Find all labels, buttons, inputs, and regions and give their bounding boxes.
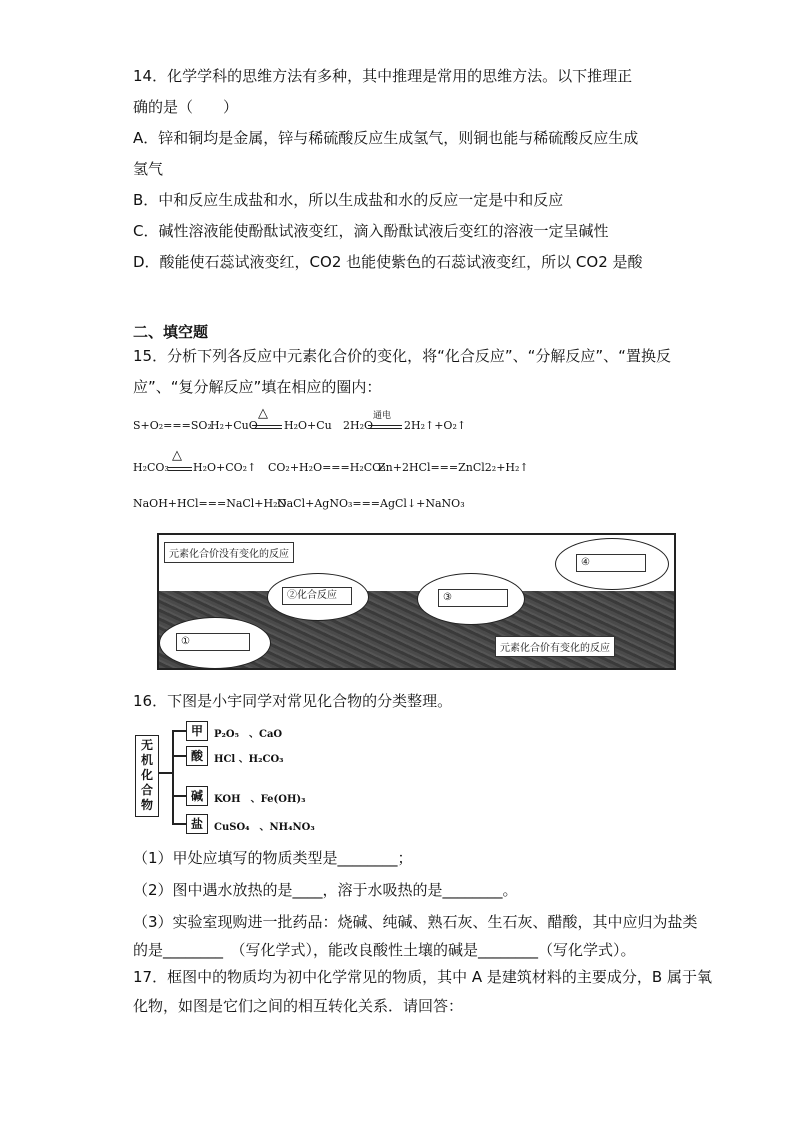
circle-1-box[interactable]: ① — [176, 633, 250, 651]
circle-3 — [417, 573, 525, 625]
tree-branch-acid-items: HCl 、H₂CO₃ — [214, 754, 284, 765]
equation-3-left: 2H₂O — [343, 419, 374, 432]
tree-branch-line — [172, 795, 186, 797]
q14-option-a-line1: A．锌和铜均是金属，锌与稀硫酸反应生成氢气，则铜也能与稀硫酸反应生成 — [133, 129, 639, 147]
circle-4-box[interactable]: ④ — [576, 554, 646, 572]
equation-2-right: H₂O+Cu — [284, 419, 332, 432]
tree-branch-salt: 盐 — [186, 814, 208, 834]
circle-4 — [555, 538, 669, 590]
equation-7: NaOH+HCl===NaCl+H₂O — [133, 497, 287, 510]
q14-stem-line2: 确的是（ ） — [133, 98, 239, 116]
q14-stem-line1: 14．化学学科的思维方法有多种，其中推理是常用的思维方法。以下推理正 — [133, 67, 633, 85]
equation-3-bar — [368, 425, 402, 429]
circle-1 — [159, 617, 271, 669]
q15-stem-line1: 15．分析下列各反应中元素化合价的变化，将“化合反应”、“分解反应”、“置换反 — [133, 347, 671, 365]
equation-2-left: H₂+CuO — [210, 419, 258, 432]
q17-stem-line2: 化物，如图是它们之间的相互转化关系．请回答： — [133, 997, 464, 1015]
tree-branch-jia-items: P₂O₅ 、CaO — [214, 729, 283, 740]
tree-root-char: 化 — [140, 768, 153, 782]
tree-root-char: 无 — [140, 738, 153, 752]
equation-1: S+O₂===SO₂ — [133, 419, 212, 432]
tree-branch-base: 碱 — [186, 786, 208, 806]
tree-root-char: 物 — [140, 798, 153, 812]
equation-4-condition: △ — [172, 448, 182, 463]
tree-branch-salt-items: CuSO₄ 、NH₄NO₃ — [214, 822, 315, 833]
q16-sub3-line1: （3）实验室现购进一批药品：烧碱、纯碱、熟石灰、生石灰、醋酸，其中应归为盐类 — [133, 913, 698, 931]
equation-3-condition: 通电 — [373, 411, 392, 421]
label-no-valence-change: 元素化合价没有变化的反应 — [164, 542, 294, 563]
equation-6: Zn+2HCl===ZnCl2₂+H₂↑ — [378, 461, 529, 474]
tree-branch-base-items: KOH 、Fe(OH)₃ — [214, 794, 306, 805]
q14-option-d: D．酸能使石蕊试液变红，CO2 也能使紫色的石蕊试液变红，所以 CO2 是酸 — [133, 253, 643, 271]
q16-sub1: （1）甲处应填写的物质类型是________； — [133, 849, 413, 867]
q16-sub3-line2: 的是________ （写化学式），能改良酸性土壤的碱是________（写化学式）。 — [133, 941, 636, 959]
q16-stem: 16．下图是小宇同学对常见化合物的分类整理。 — [133, 692, 453, 710]
equation-2-condition: △ — [258, 406, 268, 421]
tree-root-box — [135, 735, 159, 817]
tree-branch-line — [172, 755, 186, 757]
tree-connector — [159, 772, 172, 774]
q17-stem-line1: 17．框图中的物质均为初中化学常见的物质，其中 A 是建筑材料的主要成分，B 属于氧 — [133, 968, 712, 986]
tree-trunk — [172, 730, 174, 824]
equation-4-bar — [168, 467, 192, 471]
q15-stem-line2: 应”、“复分解反应”填在相应的圈内： — [133, 378, 382, 396]
circle-2-box[interactable]: ②化合反应 — [282, 587, 352, 605]
equation-4-right: H₂O+CO₂↑ — [193, 461, 257, 474]
equation-3-right: 2H₂↑+O₂↑ — [404, 419, 467, 432]
tree-root-char: 合 — [140, 783, 153, 797]
label-valence-change: 元素化合价有变化的反应 — [495, 636, 615, 657]
equation-2-bar — [252, 425, 282, 429]
tree-branch-line — [172, 730, 186, 732]
reaction-classification-figure — [157, 533, 676, 670]
circle-3-box[interactable]: ③ — [438, 589, 508, 607]
equation-8: NaCl+AgNO₃===AgCl↓+NaNO₃ — [277, 497, 465, 510]
q14-option-b: B．中和反应生成盐和水，所以生成盐和水的反应一定是中和反应 — [133, 191, 564, 209]
equation-4-left: H₂CO₃ — [133, 461, 169, 474]
q14-option-a-line2: 氢气 — [133, 160, 164, 178]
q14-option-c: C．碱性溶液能使酚酞试液变红，滴入酚酞试液后变红的溶液一定呈碱性 — [133, 222, 609, 240]
tree-branch-line — [172, 823, 186, 825]
circle-2 — [267, 573, 369, 621]
tree-root-char: 机 — [140, 753, 153, 767]
section-heading: 二、填空题 — [133, 323, 209, 341]
tree-branch-acid: 酸 — [186, 746, 208, 766]
q16-sub2: （2）图中遇水放热的是____，溶于水吸热的是________。 — [133, 881, 518, 899]
tree-branch-jia: 甲 — [186, 721, 208, 741]
equation-5: CO₂+H₂O===H₂CO₃ — [268, 461, 386, 474]
